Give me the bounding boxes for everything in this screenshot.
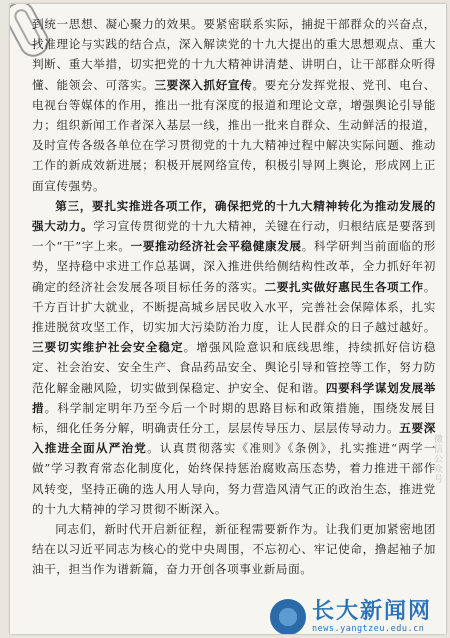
bold-heading: 第三，要扎实推进各项工作，确保把党的十九大精神转化为推动发展的强大动力。: [32, 198, 436, 234]
body-text: 到统一思想、凝心聚力的效果。要紧密联系实际，捕捉干部群众的兴奋点，找准理论与实践的结合点，深入解读党的十九大提出的重大思想观点、重大判断、重大举措，切实把党的十九大精神讲清楚、讲明白，让干部群众听得懂、能领会、可落实。: [32, 17, 436, 92]
body-text: 。科学制定明年乃至今后一个时期的思路目标和政策措施，围绕发展目标，细化任务分解，明确责任分工，层层传导压力、层层传导动力。: [32, 400, 436, 436]
body-text: 。千方百计扩大就业，不断提高城乡居民收入水平，完善社会保障体系，扎实推进脱贫攻坚工作，切实加大污染防治力度，让人民群众的日子越过越好。: [32, 279, 436, 335]
body-text: 。要充分发挥党报、党刊、电台、电视台等媒体的作用，推出一批有深度的报道和理论文章，增强舆论引导能力；组织新闻工作者深入基层一线，推出一批来自群众、生动鲜活的报道，及时宣传各级各单位在学习贯彻党的十九大精神过程中解决实际问题、推动工作的新成效新进展；积极开展网络宣传，积极引导网上舆论，形成网上正面宣传强势。: [32, 77, 436, 193]
document-body: [32, 14, 436, 606]
body-text: 。认真贯彻落实《准则》《条例》，扎实推进“两学一做”学习教育常态化制度化，始终保持惩治腐败高压态势，着力推进干部作风转变，坚持正确的选人用人导向，努力营造风清气正的政治生态，推进党的十九大精神的学习贯彻不断深入。: [32, 441, 436, 516]
document-page: [10, 4, 446, 634]
paragraph: [32, 14, 436, 196]
body-text: 同志们，新时代开启新征程，新征程需要新作为。让我们更加紧密地团结在以习近平同志为核心的党中央周围，不忘初心、牢记使命，撸起袖子加油干，担当作为谱新篇，奋力开创各项事业新局面。: [32, 522, 436, 577]
bold-heading: 三要切实维护社会安全稳定: [32, 340, 184, 355]
bold-heading: 三要深入抓好宣传: [154, 77, 253, 92]
bold-heading: 一要推动经济社会平稳健康发展: [130, 239, 302, 254]
logo-name: 长大新闻网: [312, 599, 433, 624]
bold-heading: 四要科学谋划发展举措: [32, 380, 436, 415]
bold-heading: 五要深入推进全面从严治党: [32, 421, 436, 456]
bold-heading: 二要扎实做好惠民生各项工作: [264, 279, 424, 294]
vertical-watermark: 微信公众号: [432, 434, 442, 484]
body-text: 学习宣传贯彻党的十九大精神，关键在行动，归根结底是要落到一个“干”字上来。: [32, 219, 436, 254]
logo-url: news.yangtzeu.edu.cn: [312, 624, 425, 634]
university-seal-icon: [270, 599, 306, 634]
paragraph: [32, 196, 436, 519]
site-logo: [270, 596, 446, 634]
body-text: 。增强风险意识和底线思维，持续抓好信访稳定、社会治安、安全生产、食品药品安全、舆论引导和管控等工作，努力防范化解金融风险，切实做到保稳定、护安全、促和谐。: [32, 340, 436, 395]
body-text: 。科学研判当前面临的形势，坚持稳中求进工作总基调，深入推进供给侧结构性改革，全力抓好年初确定的经济社会发展各项目标任务的落实。: [32, 239, 436, 294]
paragraph: [32, 519, 436, 580]
